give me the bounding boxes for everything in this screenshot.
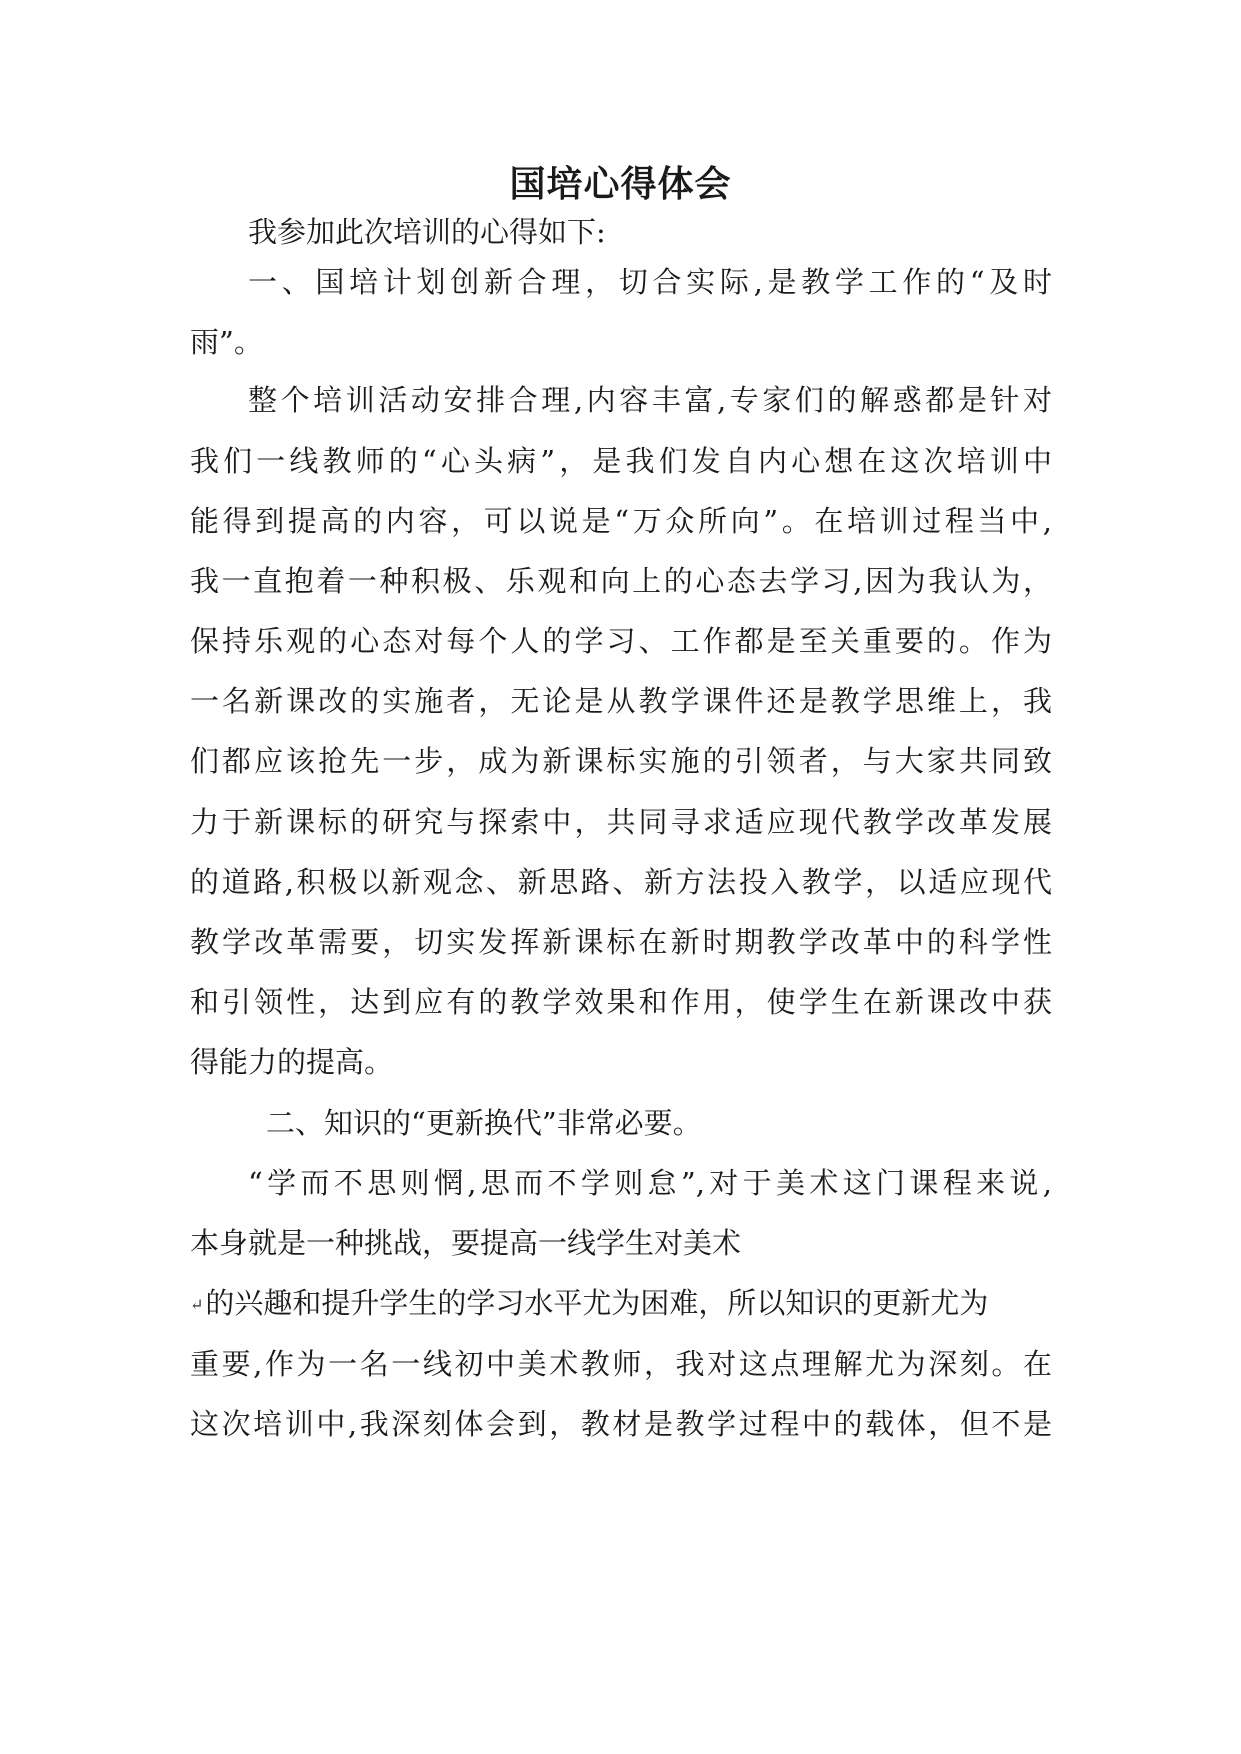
paragraph-mark-icon: ↵ <box>190 1295 204 1314</box>
paragraph-line: 重要,作为一名一线初中美术教师，我对这点理解尤为深刻。在 <box>190 1347 1052 1381</box>
paragraph-line: 本身就是一种挑战，要提高一线学生对美术 <box>190 1226 742 1260</box>
paragraph-line: 和引领性，达到应有的教学效果和作用，使学生在新课改中获 <box>190 985 1052 1019</box>
paragraph-line: 保持乐观的心态对每个人的学习、工作都是至关重要的。作为 <box>190 624 1052 658</box>
paragraph-line: 我们一线教师的“心头病”，是我们发自内心想在这次培训中 <box>190 444 1052 478</box>
heading-line: 二、知识的“更新换代”非常必要。 <box>266 1106 702 1140</box>
paragraph-line: 整个培训活动安排合理,内容丰富,专家们的解惑都是针对 <box>248 383 1052 417</box>
paragraph-line: 得能力的提高。 <box>190 1045 394 1079</box>
paragraph-line: 的道路,积极以新观念、新思路、新方法投入教学，以适应现代 <box>190 865 1052 899</box>
paragraph-line: 一名新课改的实施者，无论是从教学课件还是教学思维上，我 <box>190 684 1052 718</box>
paragraph-line-text: 的兴趣和提升学生的学习水平尤为困难，所以知识的更新尤为 <box>205 1286 989 1320</box>
paragraph-line: 我参加此次培训的心得如下: <box>248 215 606 249</box>
paragraph-line: 们都应该抢先一步，成为新课标实施的引领者，与大家共同致 <box>190 744 1052 778</box>
paragraph-line: 教学改革需要，切实发挥新课标在新时期教学改革中的科学性 <box>190 925 1052 959</box>
heading-line: 一、国培计划创新合理，切合实际,是教学工作的“及时 <box>248 265 1052 299</box>
document-title: 国培心得体会 <box>509 163 732 205</box>
paragraph-line: 我一直抱着一种积极、乐观和向上的心态去学习,因为我认为， <box>190 564 1052 598</box>
heading-line: 雨”。 <box>190 325 263 359</box>
paragraph-line: 能得到提高的内容，可以说是“万众所向”。在培训过程当中, <box>190 504 1052 538</box>
paragraph-line: “学而不思则惘,思而不学则怠”,对于美术这门课程来说, <box>248 1166 1052 1200</box>
paragraph-line-with-mark <box>190 1283 1052 1325</box>
paragraph-line: 这次培训中,我深刻体会到，教材是教学过程中的载体，但不是 <box>190 1407 1052 1441</box>
paragraph-line: 力于新课标的研究与探索中，共同寻求适应现代教学改革发展 <box>190 805 1052 839</box>
